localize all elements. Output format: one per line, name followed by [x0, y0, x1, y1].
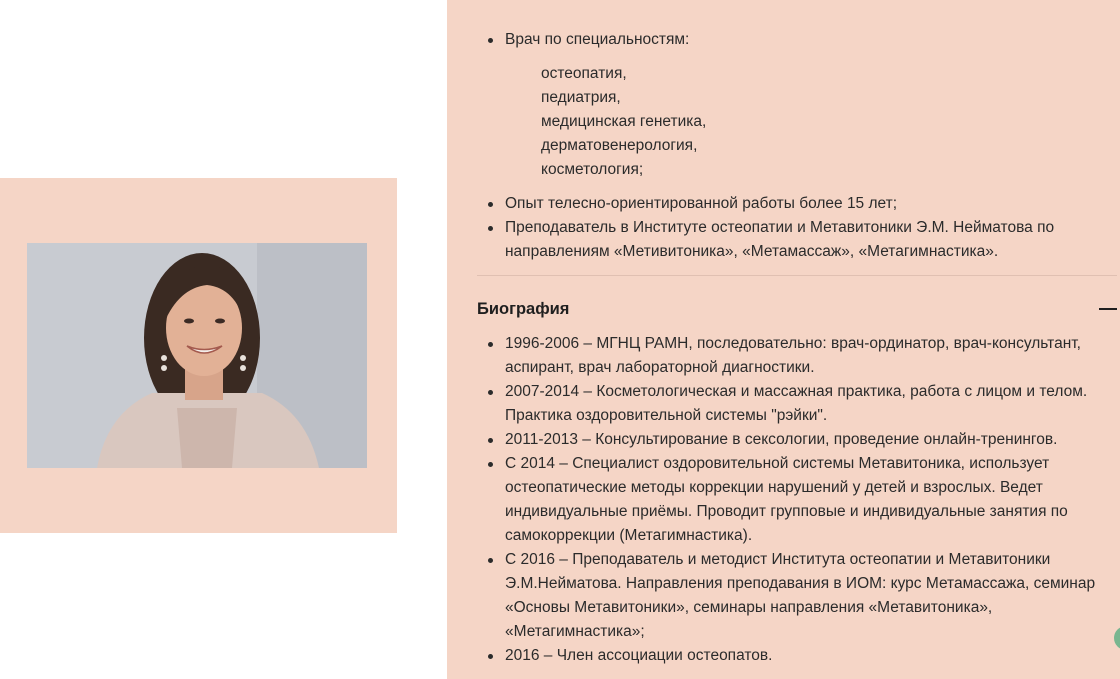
floating-widget-button[interactable] [1114, 626, 1120, 650]
list-item: 2011-2013 – Консультирование в сексологии, проведение онлайн-тренингов. [477, 428, 1107, 452]
specialty-item: медицинская генетика, [541, 113, 707, 130]
minus-icon[interactable] [1099, 308, 1117, 310]
list-item: Опыт телесно-ориентированной работы более 15 лет; [477, 192, 1107, 216]
list-item [477, 28, 1107, 182]
section-divider [477, 275, 1117, 276]
list-item: 1996-2006 – МГНЦ РАМН, последовательно: врач-ординатор, врач-консультант, аспирант, врач лабораторной диагностики. [477, 332, 1107, 380]
list-item: С 2014 – Специалист оздоровительной системы Метавитоника, использует остеопатические методы коррекции нарушений у детей и взрослых. Ведет индивидуальные приёмы. Проводит групповые и индивидуальные занятия по самокоррекции (Метагимнастика). [477, 452, 1107, 548]
biography-title: Биография [477, 300, 570, 318]
list-item: Преподаватель в Институте остеопатии и Метавитоники Э.М. Нейматова по направлениям «Метивитоника», «Метамассаж», «Метагимнастика». [477, 216, 1107, 264]
biography-accordion-header[interactable] [477, 296, 1117, 322]
specialties-sublist [541, 62, 1107, 182]
biography-list [477, 332, 1107, 668]
specialty-item: дерматовенерология, [541, 137, 698, 154]
list-item: 2016 – Член ассоциации остеопатов. [477, 644, 1107, 668]
doctor-photo [27, 243, 367, 468]
photo-panel [0, 178, 397, 533]
specialties-list [477, 28, 1107, 264]
specialty-item: косметология; [541, 161, 644, 178]
specialties-intro: Врач по специальностям: [505, 31, 690, 48]
specialty-item: педиатрия, [541, 89, 621, 106]
list-item: 2007-2014 – Косметологическая и массажная практика, работа с лицом и телом. Практика оздоровительной системы "рэйки". [477, 380, 1107, 428]
list-item: С 2016 – Преподаватель и методист Института остеопатии и Метавитоники Э.М.Нейматова. Направления преподавания в ИОМ: курс Метамассажа, семинар «Основы Метавитоники», семинары направления «Метавитоника», «Метагимнастика»; [477, 548, 1107, 644]
specialty-item: остеопатия, [541, 65, 627, 82]
doctor-info-panel [447, 0, 1120, 679]
